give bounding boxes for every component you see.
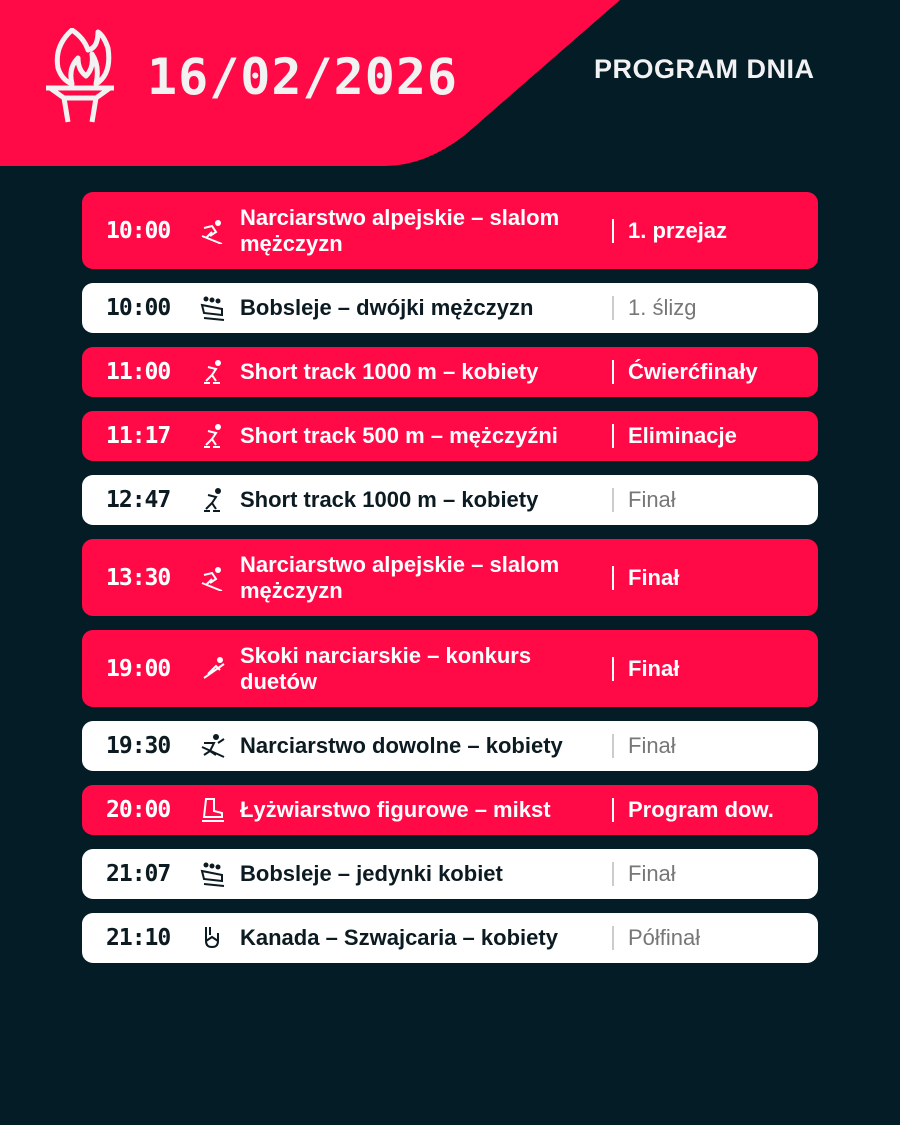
event-name: Narciarstwo alpejskie – slalom mężczyzn — [240, 551, 560, 603]
divider — [612, 862, 614, 886]
event-name: Narciarstwo alpejskie – slalom mężczyzn — [240, 204, 560, 256]
event-time: 19:00 — [106, 655, 171, 682]
schedule-row — [82, 347, 818, 397]
event-time: 12:47 — [106, 487, 171, 513]
event-status: 1. ślizg — [628, 295, 697, 320]
event-time: 10:00 — [106, 217, 171, 244]
event-time: 21:10 — [106, 925, 171, 951]
event-status: Eliminacje — [628, 423, 737, 448]
event-name: Bobsleje – jedynki kobiet — [240, 861, 503, 886]
event-status: Półfinał — [628, 925, 701, 950]
ski-jumping-icon — [200, 656, 240, 682]
event-name: Narciarstwo dowolne – kobiety — [240, 733, 563, 758]
event-status: Program dow. — [628, 797, 774, 822]
torch-icon — [42, 28, 118, 124]
short-track-icon — [200, 487, 240, 513]
divider — [612, 734, 614, 758]
event-status: 1. przejaz — [628, 217, 728, 243]
alpine-skiing-icon — [200, 565, 240, 591]
schedule-row — [82, 721, 818, 771]
event-status: Finał — [628, 655, 680, 681]
schedule-row — [82, 785, 818, 835]
event-name: Short track 1000 m – kobiety — [240, 487, 539, 512]
bobsleigh-icon — [200, 295, 240, 321]
date-heading: 16/02/2026 — [147, 48, 459, 106]
event-time: 13:30 — [106, 564, 171, 591]
divider — [612, 926, 614, 950]
event-status: Finał — [628, 564, 680, 590]
ice-hockey-icon — [200, 925, 240, 951]
schedule-row — [82, 630, 818, 707]
divider — [612, 219, 614, 243]
schedule-row — [82, 475, 818, 525]
schedule-row — [82, 411, 818, 461]
schedule-row — [82, 283, 818, 333]
event-time: 10:00 — [106, 295, 171, 321]
event-name: Łyżwiarstwo figurowe – mikst — [240, 797, 551, 822]
event-time: 20:00 — [106, 797, 171, 823]
event-time: 19:30 — [106, 733, 171, 759]
divider — [612, 424, 614, 448]
freestyle-skiing-icon — [200, 733, 240, 759]
schedule-row — [82, 913, 818, 963]
divider — [612, 798, 614, 822]
event-status: Finał — [628, 733, 676, 758]
event-status: Ćwierćfinały — [628, 359, 758, 384]
event-time: 21:07 — [106, 861, 171, 887]
event-name: Short track 500 m – mężczyźni — [240, 423, 558, 448]
event-status: Finał — [628, 487, 676, 512]
divider — [612, 360, 614, 384]
schedule-row — [82, 539, 818, 616]
schedule-row — [82, 849, 818, 899]
schedule-list — [82, 192, 818, 977]
divider — [612, 488, 614, 512]
event-name: Short track 1000 m – kobiety — [240, 359, 539, 384]
alpine-skiing-icon — [200, 218, 240, 244]
short-track-icon — [200, 423, 240, 449]
event-name: Kanada – Szwajcaria – kobiety — [240, 925, 558, 950]
event-time: 11:17 — [106, 423, 171, 449]
divider — [612, 296, 614, 320]
event-name: Bobsleje – dwójki mężczyzn — [240, 295, 534, 320]
schedule-row — [82, 192, 818, 269]
bobsleigh-icon — [200, 861, 240, 887]
divider — [612, 657, 614, 681]
event-status: Finał — [628, 861, 676, 886]
divider — [612, 566, 614, 590]
event-name: Skoki narciarskie – konkurs duetów — [240, 642, 532, 694]
event-time: 11:00 — [106, 359, 171, 385]
page-title: PROGRAM DNIA — [594, 54, 815, 84]
figure-skating-icon — [200, 797, 240, 823]
short-track-icon — [200, 359, 240, 385]
